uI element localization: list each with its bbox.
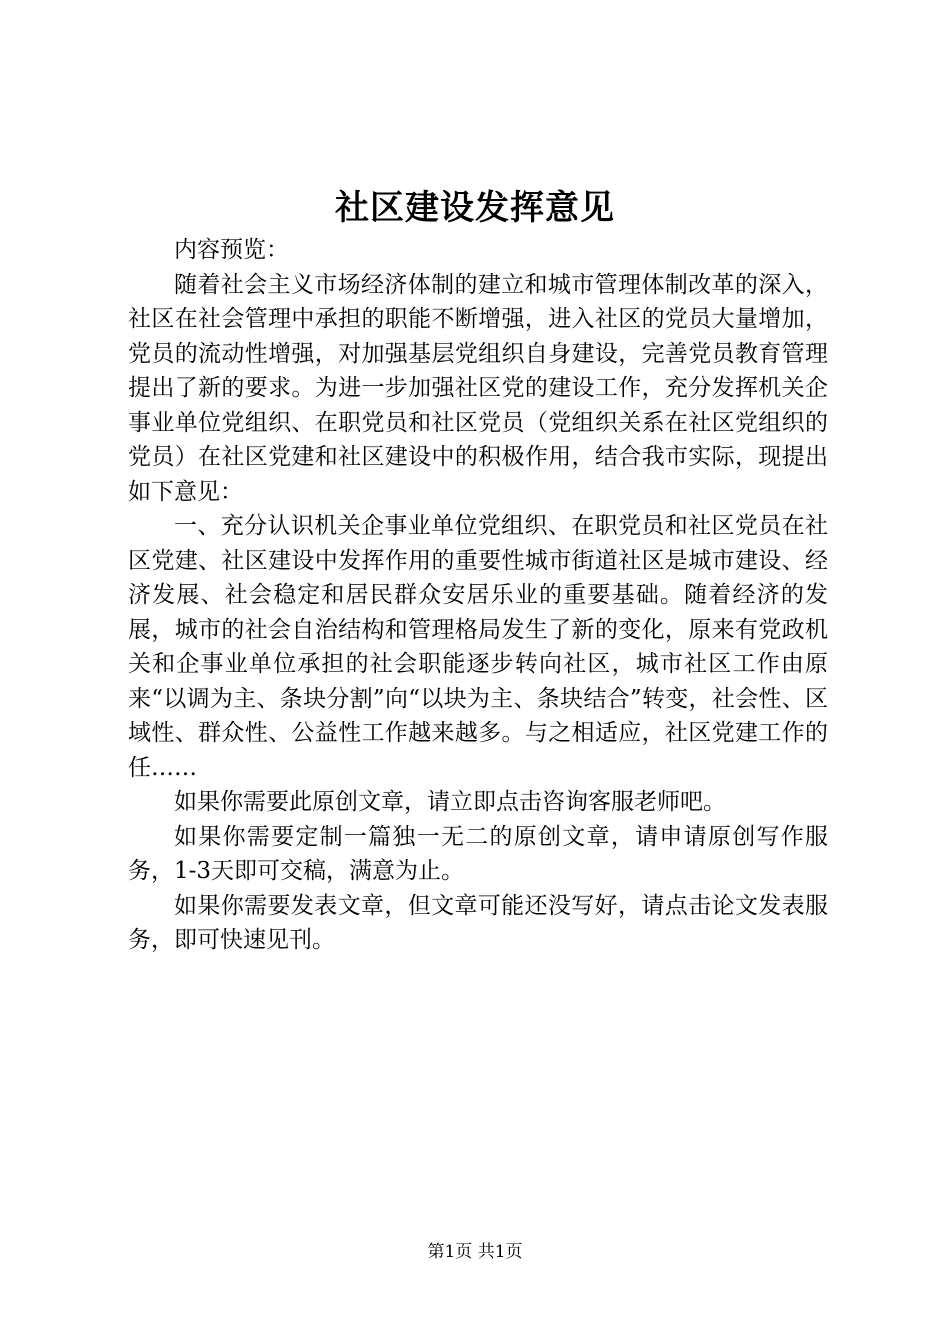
body-paragraph: 一、充分认识机关企事业单位党组织、在职党员和社区党员在社区党建、社区建设中发挥作用的重要性城市街道社区是城市建设、经济发展、社会稳定和居民群众安居乐业的重要基础。随着经济的发展，城市的社会自治结构和管理格局发生了新的变化，原来有党政机关和企事业单位承担的社会职能逐步转向社区，城市社区工作由原来“以调为主、条块分割”向“以块为主、条块结合”转变，社会性、区域性、群众性、公益性工作越来越多。与之相适应，社区党建工作的任……: [128, 513, 828, 781]
body-paragraph: 随着社会主义市场经济体制的建立和城市管理体制改革的深入，社区在社会管理中承担的职能不断增强，进入社区的党员大量增加，党员的流动性增强，对加强基层党组织自身建设，完善党员教育管理提出了新的要求。为进一步加强社区党的建设工作，充分发挥机关企事业单位党组织、在职党员和社区党员（党组织关系在社区党组织的党员）在社区党建和社区建设中的积极作用，结合我市实际，现提出如下意见：: [128, 271, 828, 505]
preview-label: 内容预览：: [174, 237, 289, 263]
promo-paragraph: 如果你需要发表文章，但文章可能还没写好，请点击论文发表服务，即可快速见刊。: [128, 892, 828, 953]
document-body: [128, 233, 828, 958]
promo-paragraph: 如果你需要此原创文章，请立即点击咨询客服老师吧。: [174, 789, 726, 815]
page-footer: 第1页 共1页: [427, 1242, 523, 1262]
document-title: 社区建设发挥意见: [335, 188, 615, 228]
promo-paragraph: 如果你需要定制一篇独一无二的原创文章，请申请原创写作服务，1-3天即可交稿，满意为止。: [128, 823, 828, 884]
